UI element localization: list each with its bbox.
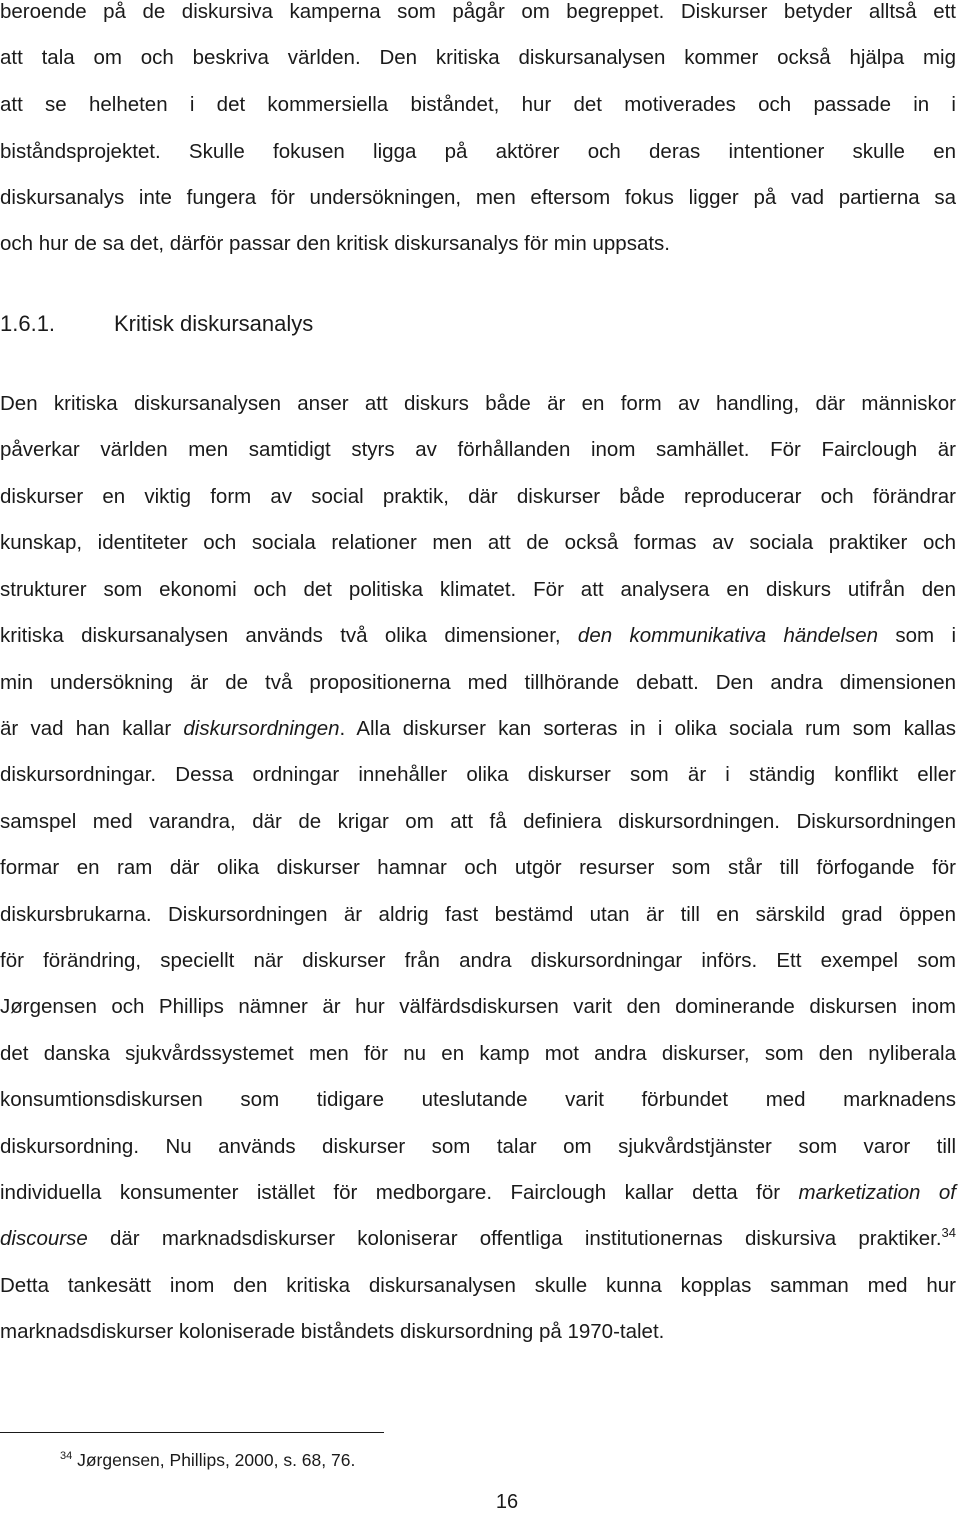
paragraph-line: marknadsdiskurser koloniserade biståndets diskursordning på 1970-talet.	[0, 1320, 665, 1343]
footnote-text: Jørgensen, Phillips, 2000, s. 68, 76.	[72, 1450, 356, 1470]
italic-term: diskursordningen	[183, 717, 340, 740]
italic-term: marketization of	[798, 1181, 956, 1204]
paragraph-line: att se helheten i det kommersiella biståndet, hur det motiverades och passade in i	[0, 93, 956, 116]
paragraph-line: att tala om och beskriva världen. Den kritiska diskursanalysen kommer också hjälpa mig	[0, 46, 956, 69]
paragraph-line: beroende på de diskursiva kamperna som pågår om begreppet. Diskurser betyder alltså ett	[0, 0, 956, 23]
section-title: Kritisk diskursanalys	[114, 311, 314, 336]
paragraph-line: samspel med varandra, där de krigar om att få definiera diskursordningen. Diskursordningen	[0, 810, 956, 833]
page-number: 16	[495, 1491, 519, 1513]
paragraph-line: discourse där marknadsdiskurser koloniserar offentliga institutionernas diskursiva praktiker.$^{34}$	[0, 1225, 956, 1250]
paragraph-line: diskursanalys inte fungera för undersökningen, men eftersom fokus ligger på vad partierna sa	[0, 186, 956, 209]
paragraph-line: min undersökning är de två propositionerna med tillhörande debatt. Den andra dimensionen	[0, 671, 956, 694]
section-heading	[0, 309, 313, 339]
paragraph-line: för förändring, speciellt när diskurser från andra diskursordningar införs. Ett exempel som	[0, 949, 956, 972]
footnote-reference[interactable]: 34	[941, 1225, 956, 1241]
paragraph-line: är vad han kallar diskursordningen. Alla diskurser kan sorteras in i olika sociala rum som kallas	[0, 717, 957, 740]
paragraph-line: diskursordningar. Dessa ordningar innehåller olika diskurser som är i ständig konflikt eller	[0, 763, 956, 786]
paragraph-line: biståndsprojektet. Skulle fokusen ligga på aktörer och deras intentioner skulle en	[0, 140, 956, 163]
footnote-marker: 34	[60, 1450, 73, 1463]
paragraph-line: diskursordning. Nu används diskurser som talar om sjukvårdstjänster som varor till	[0, 1135, 956, 1158]
italic-term: discourse	[0, 1227, 88, 1250]
paragraph-line: formar en ram där olika diskurser hamnar och utgör resurser som står till förfogande för	[0, 856, 956, 879]
footnote-separator	[0, 1432, 384, 1433]
italic-term: den kommunikativa händelsen	[577, 624, 879, 647]
paragraph-line: diskursbrukarna. Diskursordningen är aldrig fast bestämd utan är till en särskild grad öppen	[0, 903, 956, 926]
paragraph-line: konsumtionsdiskursen som tidigare uteslutande varit förbundet med marknadens	[0, 1088, 956, 1111]
paragraph-line: Den kritiska diskursanalysen anser att diskurs både är en form av handling, där människor	[0, 392, 956, 415]
paragraph-line: kunskap, identiteter och sociala relationer men att de också formas av sociala praktiker och	[0, 531, 956, 554]
paragraph-line: Detta tankesätt inom den kritiska diskursanalysen skulle kunna kopplas samman med hur	[0, 1274, 956, 1297]
paragraph-line: och hur de sa det, därför passar den kritisk diskursanalys för min uppsats.	[0, 232, 670, 255]
paragraph-line: strukturer som ekonomi och det politiska klimatet. För att analysera en diskurs utifrån den	[0, 578, 956, 601]
paragraph-line: påverkar världen men samtidigt styrs av förhållanden inom samhället. För Fairclough är	[0, 438, 956, 461]
paragraph-line: diskurser en viktig form av social praktik, där diskurser både reproducerar och förändrar	[0, 485, 956, 508]
paragraph-line: kritiska diskursanalysen används två olika dimensioner, den kommunikativa händelsen som i	[0, 624, 957, 647]
paragraph-line: det danska sjukvårdssystemet men för nu en kamp mot andra diskurser, som den nyliberala	[0, 1042, 956, 1065]
paragraph-line: individuella konsumenter istället för medborgare. Fairclough kallar detta för marketization of	[0, 1181, 956, 1204]
section-number: 1.6.1.	[0, 311, 56, 336]
footnote	[60, 1448, 355, 1472]
paragraph-line: Jørgensen och Phillips nämner är hur välfärdsdiskursen varit den dominerande diskursen inom	[0, 995, 956, 1018]
